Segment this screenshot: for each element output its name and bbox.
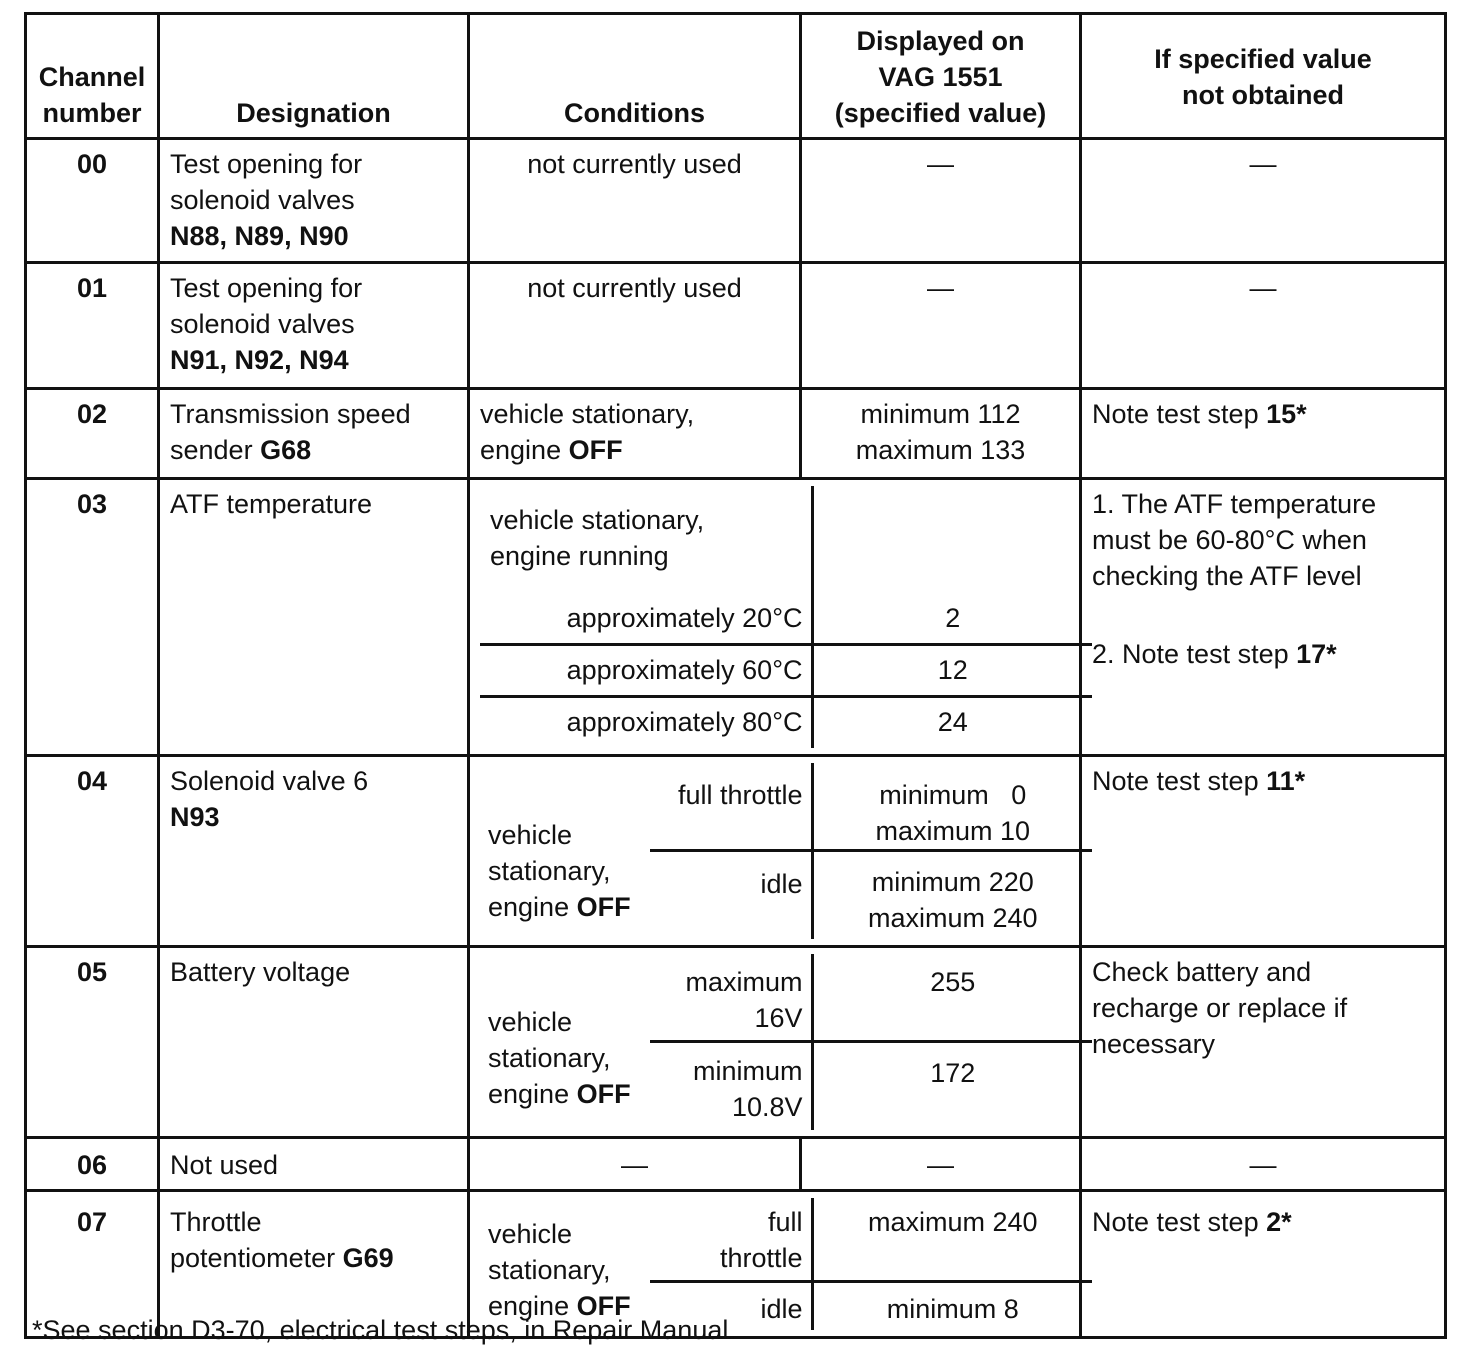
sub-value: 2 xyxy=(812,594,1092,644)
conditions xyxy=(480,486,812,594)
component-code: G68 xyxy=(260,435,312,465)
note-text: 2. Note test step xyxy=(1092,639,1297,669)
designation xyxy=(159,756,469,947)
condition-line: vehicle xyxy=(488,1218,573,1249)
designation-line: Solenoid valve 6 xyxy=(170,766,369,796)
designation: Battery voltage xyxy=(159,946,469,1137)
designation-line: Test opening for xyxy=(170,149,363,179)
value-line: maximum 133 xyxy=(855,435,1026,465)
conditions xyxy=(480,763,650,939)
engine-state: OFF xyxy=(576,1078,631,1109)
designation-line: Throttle xyxy=(170,1206,262,1237)
note-text: Note test step xyxy=(1092,766,1267,796)
sub-value: minimum 8 xyxy=(812,1282,1092,1330)
sub-row xyxy=(480,696,1092,748)
sub-condition xyxy=(650,954,812,1042)
channel-number: 01 xyxy=(26,263,159,389)
engine-state: OFF xyxy=(576,1290,631,1321)
value-line: maximum 240 xyxy=(867,903,1038,933)
header-displayed xyxy=(801,14,1081,139)
footnote: *See section D3-70, electrical test steps, in Repair Manual. xyxy=(32,1315,736,1345)
note-line: necessary xyxy=(1092,1028,1216,1059)
sub-condition: approximately 20°C xyxy=(566,603,803,633)
header-channel-line1: Channel xyxy=(38,62,146,92)
conditions xyxy=(480,954,650,1130)
header-if-not-line1: If specified value xyxy=(1154,44,1372,74)
displayed-value xyxy=(801,389,1081,479)
condition-line: vehicle stationary, xyxy=(490,505,705,535)
condition-line: stationary, xyxy=(488,1254,611,1285)
sub-value: maximum 240 xyxy=(812,1198,1092,1282)
if-not-obtained: — xyxy=(1081,139,1446,263)
sub-value: 24 xyxy=(812,696,1092,748)
value-line: minimum 0 xyxy=(879,780,1027,810)
header-row xyxy=(26,14,1446,139)
sub-condition xyxy=(650,1042,812,1130)
designation xyxy=(159,263,469,389)
if-not-obtained: — xyxy=(1081,263,1446,389)
displayed-value xyxy=(812,486,1092,594)
spec-table xyxy=(24,12,1447,1339)
value-line: maximum 10 xyxy=(875,816,1031,846)
sub-row xyxy=(480,644,1092,696)
condition-line: engine xyxy=(488,1078,577,1109)
test-step: 17* xyxy=(1296,639,1337,669)
sub-value: 172 xyxy=(812,1042,1092,1130)
note-text: Note test step xyxy=(1092,1206,1267,1237)
designation-line: solenoid valves xyxy=(170,185,355,215)
channel-number: 05 xyxy=(26,946,159,1137)
component-codes: N88, N89, N90 xyxy=(170,221,349,251)
document xyxy=(24,12,1444,1339)
displayed-value: — xyxy=(801,1137,1081,1190)
header-displayed-line2: VAG 1551 xyxy=(878,62,1003,92)
note-line: 1. The ATF temperature xyxy=(1092,489,1377,519)
channel-number: 07 xyxy=(26,1190,159,1337)
battery-subtable xyxy=(480,954,1092,1130)
header-displayed-line3: (specified value) xyxy=(834,98,1047,128)
sub-condition: approximately 60°C xyxy=(480,644,812,696)
designation xyxy=(159,139,469,263)
condition-line: engine xyxy=(488,1290,577,1321)
condition-line: vehicle xyxy=(488,1006,573,1037)
conditions: — xyxy=(469,1137,801,1190)
throttle-subtable xyxy=(480,1198,1092,1330)
sub-value xyxy=(812,763,1092,851)
test-step: 2* xyxy=(1266,1206,1292,1237)
conditions: not currently used xyxy=(469,139,801,263)
sub-value: 12 xyxy=(812,644,1092,696)
table-row xyxy=(26,756,1446,947)
if-not-obtained xyxy=(1081,479,1446,756)
condition-line: engine xyxy=(488,892,577,922)
sub-row xyxy=(480,763,1092,851)
header-channel xyxy=(26,14,159,139)
sub-condition: idle xyxy=(650,851,812,939)
condition-line: throttle xyxy=(719,1242,803,1273)
sub-row xyxy=(480,594,1092,644)
sub-value xyxy=(812,851,1092,939)
conditions-and-values xyxy=(469,946,1081,1137)
table-row xyxy=(26,479,1446,756)
sub-condition xyxy=(650,1198,812,1282)
conditions xyxy=(480,1198,650,1330)
table-row xyxy=(26,139,1446,263)
designation-line: potentiometer xyxy=(170,1242,343,1273)
conditions: not currently used xyxy=(469,263,801,389)
condition-line: engine running xyxy=(490,541,669,571)
channel-number: 04 xyxy=(26,756,159,947)
channel-number: 03 xyxy=(26,479,159,756)
displayed-value: — xyxy=(801,263,1081,389)
conditions-and-values xyxy=(469,756,1081,947)
if-not-obtained xyxy=(1081,1190,1446,1337)
designation-line: solenoid valves xyxy=(170,309,355,339)
value-line: minimum 112 xyxy=(860,399,1021,429)
header-if-not-line2: not obtained xyxy=(1182,80,1344,110)
table-row xyxy=(26,389,1446,479)
table-row xyxy=(26,263,1446,389)
table-row xyxy=(26,1137,1446,1190)
engine-state: OFF xyxy=(576,892,631,922)
solenoid-subtable xyxy=(480,763,1092,939)
condition-line: full xyxy=(767,1206,803,1237)
sub-row xyxy=(480,486,1092,594)
condition-line: minimum xyxy=(692,1056,803,1086)
sub-condition: idle xyxy=(650,1282,812,1330)
sub-row xyxy=(480,954,1092,1042)
channel-number: 06 xyxy=(26,1137,159,1190)
sub-condition: approximately 80°C xyxy=(480,696,812,748)
condition-line: maximum xyxy=(685,966,803,997)
sub-value: 255 xyxy=(812,954,1092,1042)
header-if-not-obtained xyxy=(1081,14,1446,139)
atf-subtable xyxy=(480,486,1092,748)
condition-line: stationary, xyxy=(488,1042,611,1073)
header-displayed-line1: Displayed on xyxy=(856,26,1025,56)
note-line: recharge or replace if xyxy=(1092,992,1348,1023)
component-code: G69 xyxy=(342,1242,394,1273)
channel-number: 02 xyxy=(26,389,159,479)
test-step: 15* xyxy=(1266,399,1307,429)
if-not-obtained xyxy=(1081,389,1446,479)
note-line: Check battery and xyxy=(1092,956,1312,987)
channel-number: 00 xyxy=(26,139,159,263)
if-not-obtained xyxy=(1081,756,1446,947)
designation xyxy=(159,389,469,479)
header-channel-line2: number xyxy=(42,98,142,128)
table-row xyxy=(26,946,1446,1137)
displayed-value: — xyxy=(801,139,1081,263)
designation-line: Transmission speed xyxy=(170,399,411,429)
note-line: must be 60-80°C when xyxy=(1092,525,1367,555)
designation-line: Test opening for xyxy=(170,273,363,303)
condition-line: vehicle xyxy=(488,820,573,850)
note-text: Note test step xyxy=(1092,399,1267,429)
conditions xyxy=(469,389,801,479)
value-line: minimum 220 xyxy=(871,867,1034,897)
if-not-obtained: — xyxy=(1081,1137,1446,1190)
header-conditions: Conditions xyxy=(469,14,801,139)
sub-row xyxy=(480,1198,1092,1282)
engine-state: OFF xyxy=(568,435,623,465)
designation: ATF temperature xyxy=(159,479,469,756)
condition-line: 10.8V xyxy=(731,1092,803,1122)
conditions-and-values xyxy=(469,479,1081,756)
header-designation: Designation xyxy=(159,14,469,139)
if-not-obtained xyxy=(1081,946,1446,1137)
condition-line: engine xyxy=(480,435,569,465)
condition-line: stationary, xyxy=(488,856,611,886)
component-codes: N91, N92, N94 xyxy=(170,345,349,375)
designation-line: sender xyxy=(170,435,261,465)
condition-line: vehicle stationary, xyxy=(480,399,695,429)
test-step: 11* xyxy=(1266,766,1306,796)
component-code: N93 xyxy=(170,802,220,832)
condition-line: 16V xyxy=(754,1002,803,1033)
designation: Not used xyxy=(159,1137,469,1190)
note-line: checking the ATF level xyxy=(1092,561,1362,591)
sub-condition: full throttle xyxy=(677,780,803,810)
